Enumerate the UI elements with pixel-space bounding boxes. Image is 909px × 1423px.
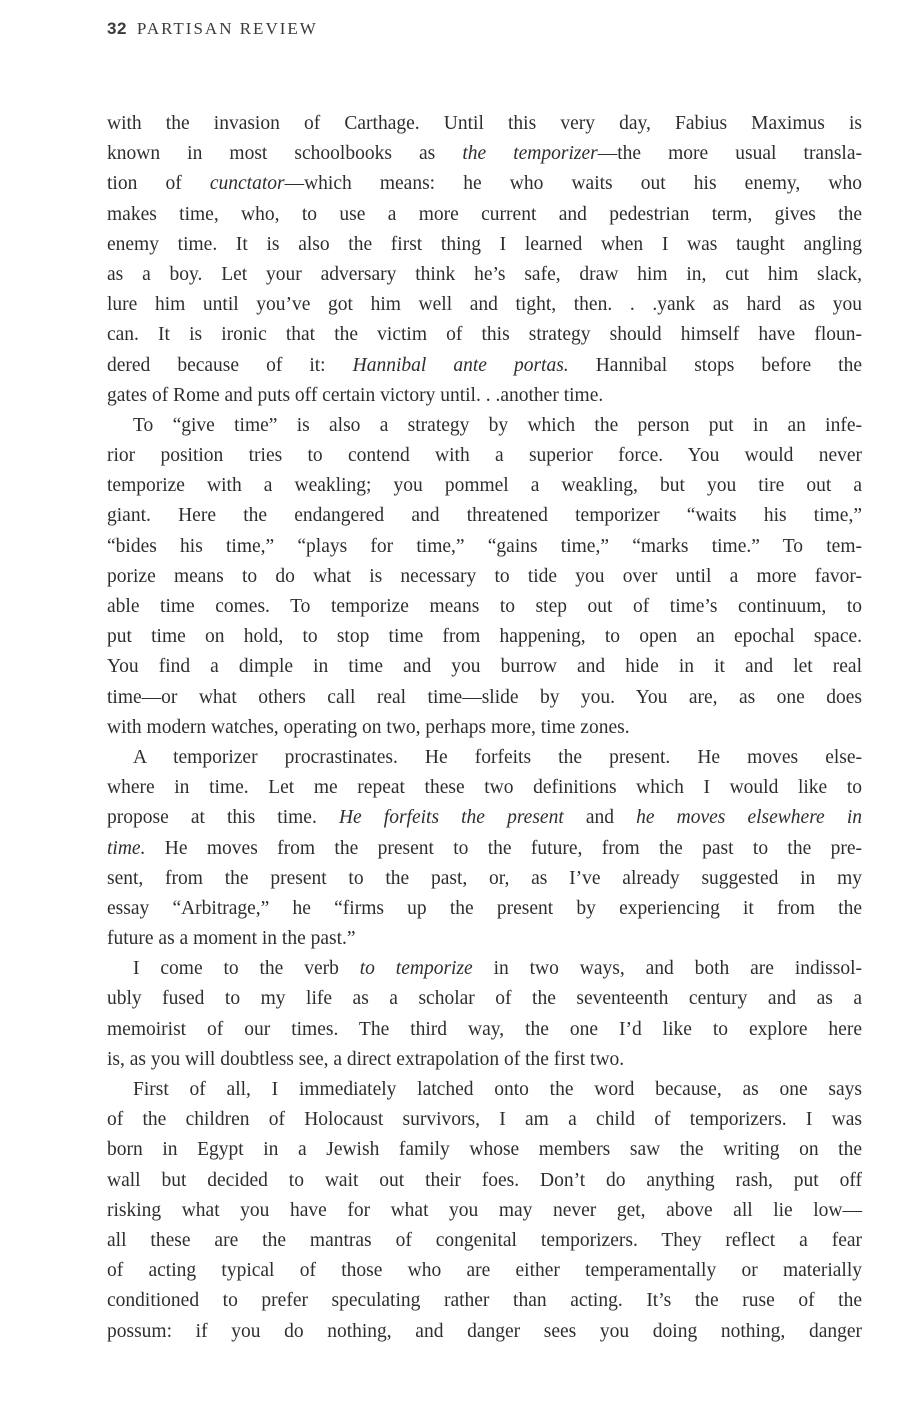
text-run: and <box>563 807 637 829</box>
text-line <box>107 834 862 864</box>
text-line: essay “Arbitrage,” he “firms up the present by experiencing it from the <box>107 897 862 919</box>
text-line: where in time. Let me repeat these two definitions which I would like to <box>107 777 862 799</box>
italic-phrase: cunctator <box>209 173 285 195</box>
text-run: dered because of it: <box>107 354 353 376</box>
text-run: —the more usual transla- <box>597 143 862 165</box>
text-run: —which means: he who waits out his enemy, who <box>284 173 862 195</box>
italic-phrase: He forfeits the present <box>338 807 564 829</box>
text-line: as a boy. Let your adversary think he’s safe, draw him in, cut him slack, <box>107 263 862 285</box>
text-line: with the invasion of Carthage. Until this very day, Fabius Maximus is <box>107 113 862 134</box>
text-line <box>107 169 862 199</box>
italic-phrase: the temporizer <box>462 143 598 165</box>
text-line: gates of Rome and puts off certain victory until. . .another time. <box>107 384 604 406</box>
text-run: tion of <box>107 173 210 195</box>
text-run: propose at this time. <box>107 807 339 829</box>
text-run: I come to the verb <box>133 958 360 980</box>
text-run: in two ways, and both are indissol- <box>472 958 862 980</box>
text-line: “bides his time,” “plays for time,” “gains time,” “marks time.” To tem- <box>107 535 862 557</box>
text-line: future as a moment in the past.” <box>107 928 356 950</box>
text-line: rior position tries to contend with a superior force. You would never <box>107 445 862 467</box>
italic-phrase: Hannibal ante portas. <box>352 354 569 376</box>
text-line: with modern watches, operating on two, perhaps more, time zones. <box>107 716 630 738</box>
italic-phrase: he moves elsewhere in <box>636 807 862 829</box>
text-run: Hannibal stops before the <box>568 354 862 376</box>
text-line <box>107 351 862 381</box>
text-line: of the children of Holocaust survivors, I am a child of temporizers. I was <box>107 1109 862 1131</box>
text-line: sent, from the present to the past, or, as I’ve already suggested in my <box>107 867 862 889</box>
text-line: giant. Here the endangered and threatened temporizer “waits his time,” <box>107 505 862 527</box>
text-line: makes time, who, to use a more current and pedestrian term, gives the <box>107 203 862 225</box>
text-line: born in Egypt in a Jewish family whose members saw the writing on the <box>107 1139 862 1161</box>
text-line <box>107 139 862 169</box>
page-number: 32 <box>107 19 127 38</box>
journal-name: PARTISAN REVIEW <box>136 19 318 38</box>
text-line: possum: if you do nothing, and danger sees you doing nothing, danger <box>107 1320 862 1342</box>
italic-phrase: time. <box>107 837 146 859</box>
text-line: is, as you will doubtless see, a direct extrapolation of the first two. <box>107 1048 625 1070</box>
text-line: time—or what others call real time—slide by you. You are, as one does <box>107 686 862 708</box>
text-line: You find a dimple in time and you burrow and hide in it and let real <box>107 656 862 678</box>
text-line: lure him until you’ve got him well and tight, then. . .yank as hard as you <box>107 294 862 316</box>
text-line: of acting typical of those who are either temperamentally or materially <box>107 1260 862 1282</box>
body-text <box>107 109 862 1347</box>
text-line: risking what you have for what you may never get, above all lie low— <box>107 1199 862 1221</box>
text-line: First of all, I immediately latched onto the word because, as one says <box>133 1079 862 1100</box>
text-line: all these are the mantras of congenital temporizers. They reflect a fear <box>107 1229 862 1251</box>
text-line: wall but decided to wait out their foes. Don’t do anything rash, put off <box>107 1169 862 1191</box>
text-run: He moves from the present to the future, from the past to the pre- <box>145 837 862 859</box>
text-line: temporize with a weakling; you pommel a weakling, but you tire out a <box>107 475 862 497</box>
text-line: porize means to do what is necessary to tide you over until a more favor- <box>107 565 862 587</box>
text-run: known in most schoolbooks as <box>107 143 463 165</box>
text-line: able time comes. To temporize means to step out of time’s continuum, to <box>107 596 862 617</box>
text-line <box>107 954 862 984</box>
text-line: ubly fused to my life as a scholar of the seventeenth century and as a <box>107 988 862 1010</box>
text-line: To “give time” is also a strategy by which the person put in an infe- <box>133 414 862 436</box>
text-line: conditioned to prefer speculating rather than acting. It’s the ruse of the <box>107 1290 862 1312</box>
text-line: memoirist of our times. The third way, the one I’d like to explore here <box>107 1018 862 1040</box>
text-line: put time on hold, to stop time from happening, to open an epochal space. <box>107 626 862 648</box>
running-head <box>107 18 318 39</box>
text-line <box>107 803 862 833</box>
text-line: A temporizer procrastinates. He forfeits the present. He moves else- <box>133 746 862 768</box>
italic-phrase: to temporize <box>359 958 473 980</box>
text-line: can. It is ironic that the victim of this strategy should himself have floun- <box>107 324 862 346</box>
text-line: enemy time. It is also the first thing I learned when I was taught angling <box>107 233 862 255</box>
